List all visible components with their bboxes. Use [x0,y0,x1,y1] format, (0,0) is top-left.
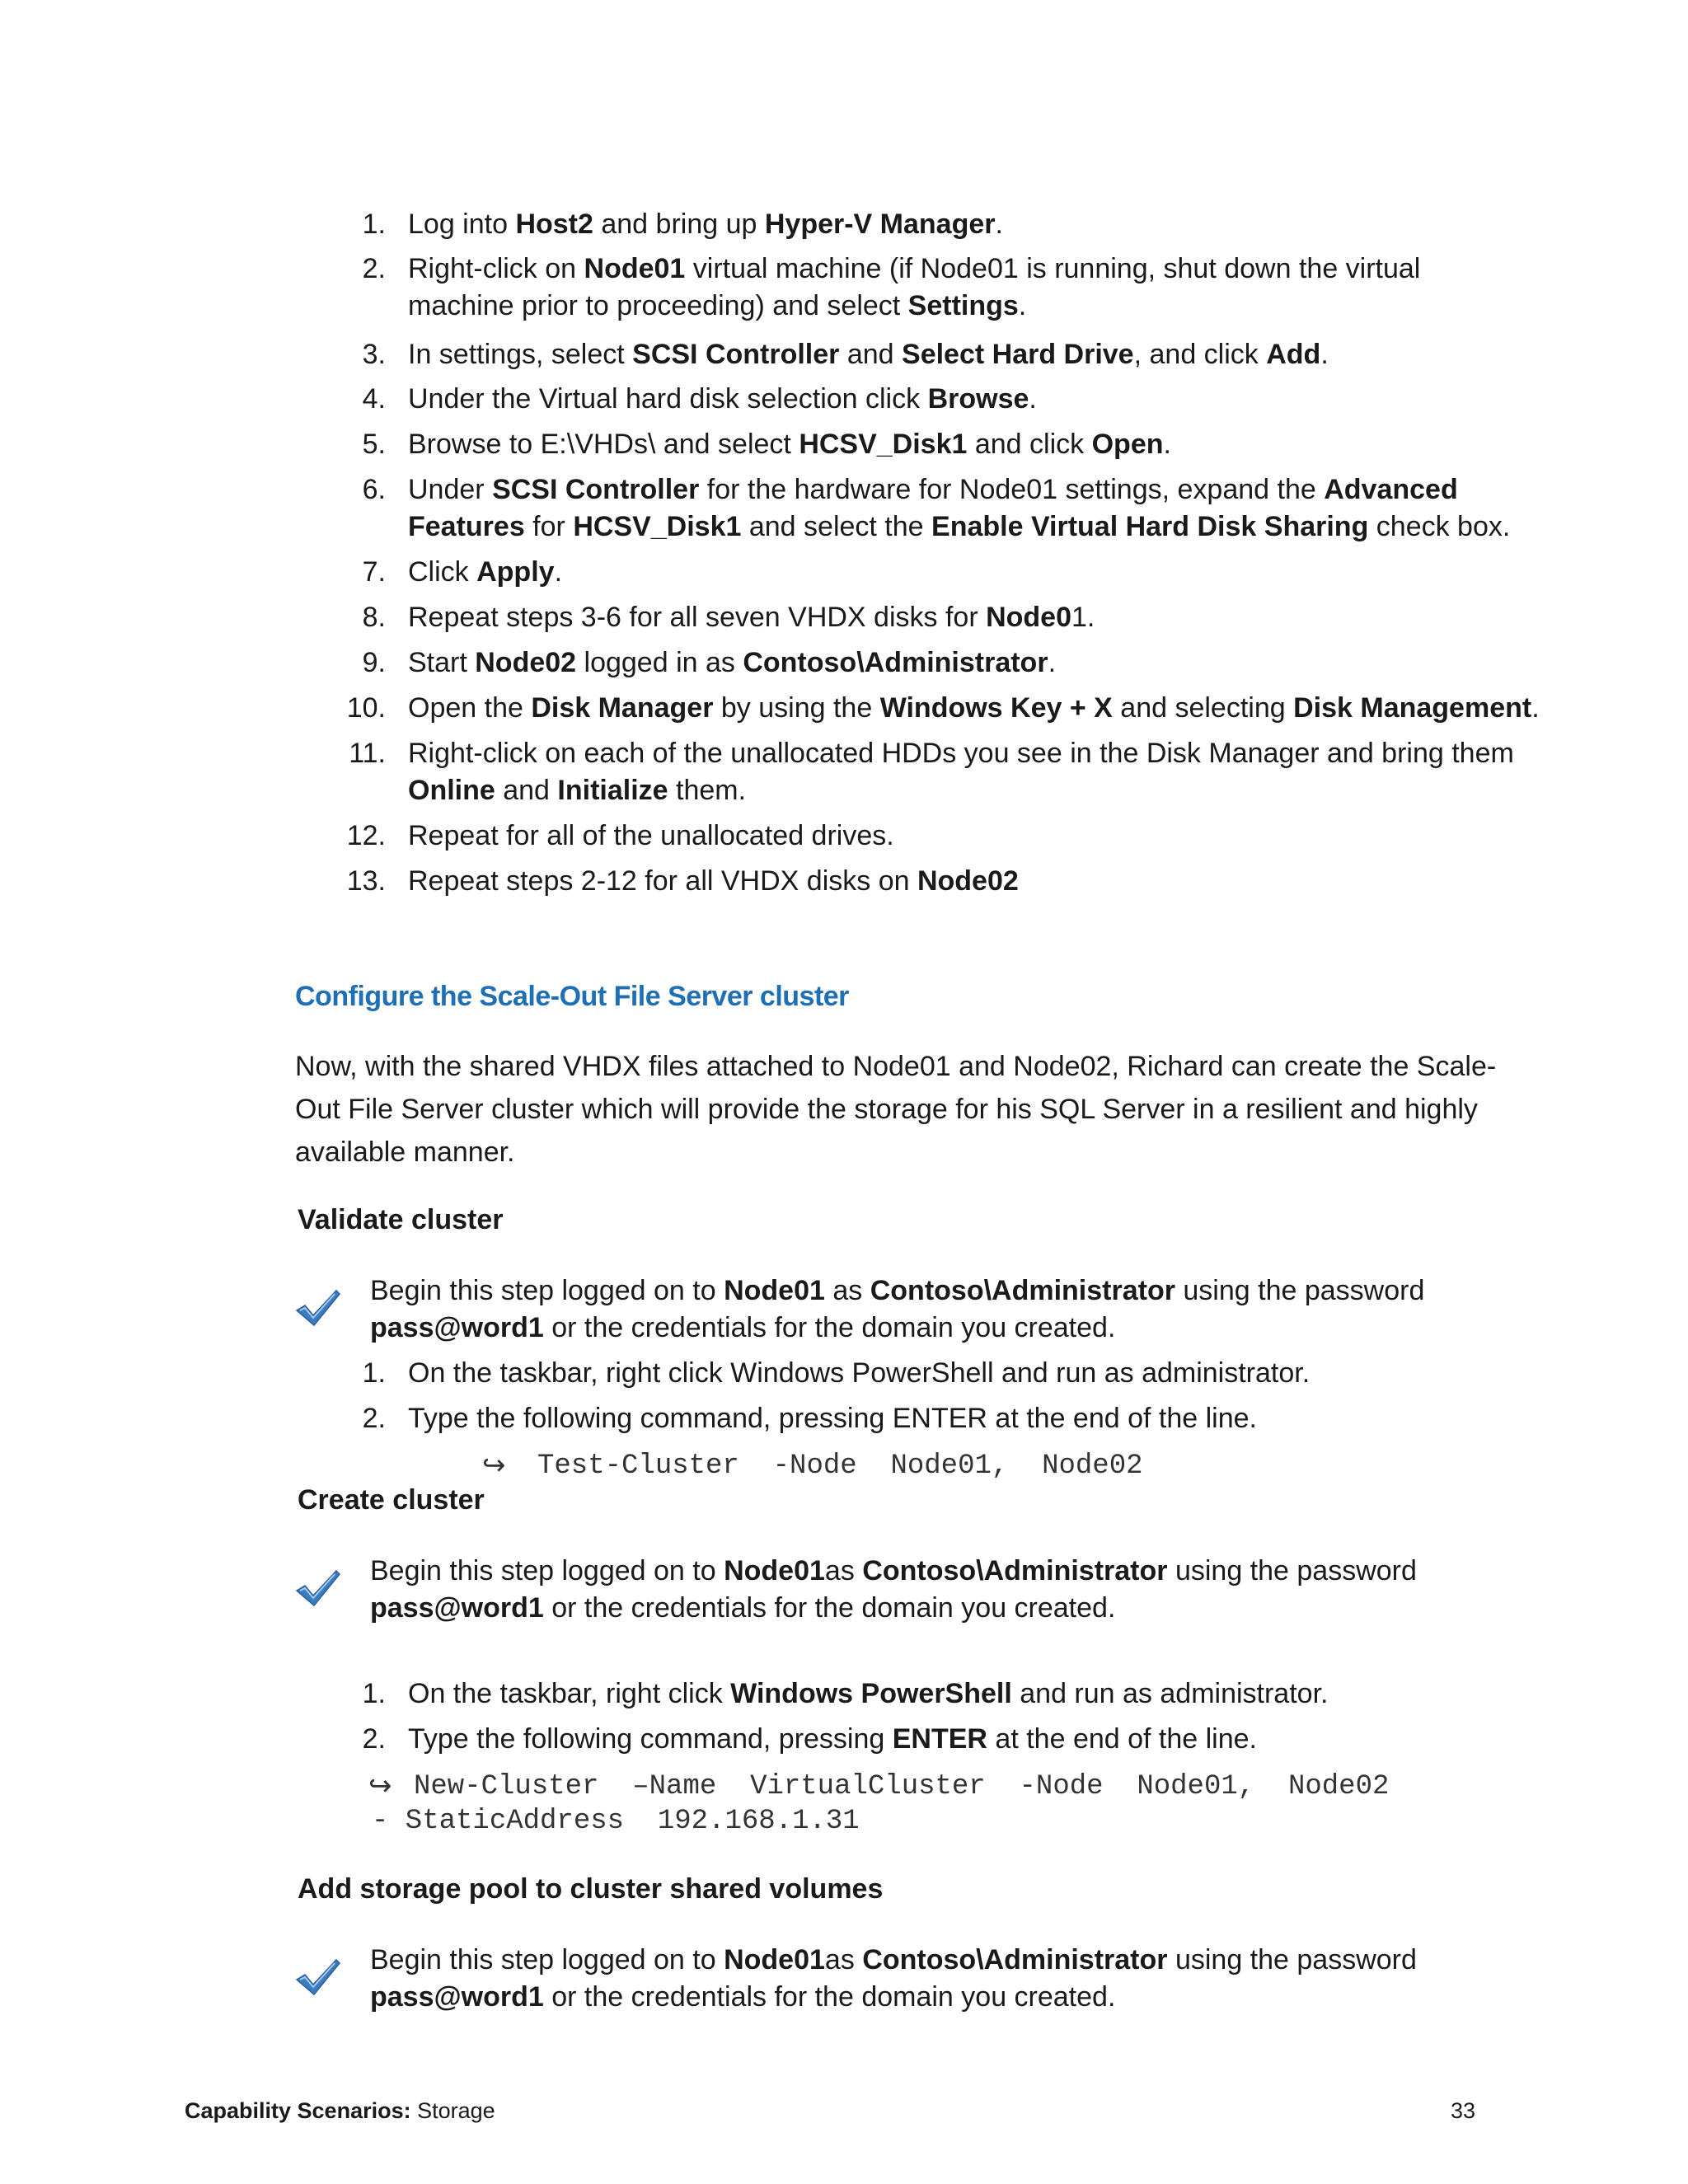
step-number: 1. [362,1357,386,1389]
step-text: Open the Disk Manager by using the Windows Key + X and selecting Disk Management. [408,692,1540,724]
step-number: 1. [362,209,386,240]
command-arrow-icon: ↪ [482,1450,506,1481]
step-number: 6. [362,474,386,505]
storage-pool-note-cont: pass@word1 or the credentials for the domain you created. [370,1981,1116,2013]
command-arrow-icon: ↪ [368,1770,392,1802]
command-text-cont: - StaticAddress 192.168.1.31 [372,1806,860,1837]
storage-pool-heading: Add storage pool to cluster shared volumes [298,1873,884,1905]
step-text: In settings, select SCSI Controller and Select Hard Drive, and click Add. [408,339,1329,370]
validate-cluster-heading: Validate cluster [298,1204,504,1235]
step-number: 2. [362,1403,386,1434]
step-number: 10. [346,692,386,724]
step-number: 1. [362,1678,386,1709]
footer-title: Capability Scenarios: Storage [185,2098,495,2123]
step-text-cont: Online and Initialize them. [408,775,747,806]
step-text: Repeat for all of the unallocated drives. [408,820,894,851]
step-text: On the taskbar, right click Windows PowerShell and run as administrator. [408,1357,1311,1389]
step-text: Click Apply. [408,556,563,588]
step-text: Start Node02 logged in as Contoso\Administrator. [408,647,1057,678]
step-number: 3. [362,339,386,370]
step-number: 13. [346,865,386,897]
step-text: Browse to E:\VHDs\ and select HCSV_Disk1 and click Open. [408,429,1171,460]
step-number: 5. [362,429,386,460]
command-text: New-Cluster –Name VirtualCluster -Node Node01, Node02 [414,1771,1390,1802]
create-note: Begin this step logged on to Node01as Contoso\Administrator using the password [370,1555,1417,1586]
validate-note-cont: pass@word1 or the credentials for the domain you created. [370,1312,1116,1343]
step-text: Right-click on each of the unallocated HDDs you see in the Disk Manager and bring them [408,738,1514,769]
step-number: 9. [362,647,386,678]
step-number: 8. [362,602,386,633]
command-text: Test-Cluster -Node Node01, Node02 [537,1451,1143,1482]
intro-paragraph: Now, with the shared VHDX files attached to Node01 and Node02, Richard can create the Scale-Out File Server cluster which will provide the storage for his SQL Server in a resilient and highly available manner. [295,1051,1497,1168]
step-text: Under the Virtual hard disk selection click Browse. [408,383,1037,415]
step-number: 12. [346,820,386,851]
step-number: 2. [362,253,386,284]
step-number: 4. [362,383,386,415]
step-text: Repeat steps 3-6 for all seven VHDX disks for Node01. [408,602,1095,633]
step-text: On the taskbar, right click Windows PowerShell and run as administrator. [408,1678,1329,1709]
checkmark-icon [293,1287,343,1329]
checkmark-icon [293,1568,343,1609]
section-heading: Configure the Scale-Out File Server cluster [295,981,849,1012]
step-number: 2. [362,1723,386,1755]
step-text: Log into Host2 and bring up Hyper-V Manager. [408,209,1003,240]
step-text: Right-click on Node01 virtual machine (if Node01 is running, shut down the virtual [408,253,1421,284]
storage-pool-note: Begin this step logged on to Node01as Contoso\Administrator using the password [370,1944,1417,1975]
create-cluster-heading: Create cluster [298,1484,485,1516]
validate-note: Begin this step logged on to Node01 as Contoso\Administrator using the password [370,1275,1425,1306]
step-number: 11. [349,738,386,769]
create-note-cont: pass@word1 or the credentials for the domain you created. [370,1592,1116,1624]
step-text-cont: machine prior to proceeding) and select Settings. [408,290,1027,321]
checkmark-icon [293,1957,343,1998]
step-text: Repeat steps 2-12 for all VHDX disks on Node02 [408,865,1019,897]
step-text: Under SCSI Controller for the hardware for Node01 settings, expand the Advanced [408,474,1458,505]
step-text: Type the following command, pressing ENTER at the end of the line. [408,1723,1258,1755]
page-number: 33 [1451,2098,1476,2123]
step-text: Type the following command, pressing ENTER at the end of the line. [408,1403,1257,1434]
step-text-cont: Features for HCSV_Disk1 and select the Enable Virtual Hard Disk Sharing check box. [408,511,1511,542]
step-number: 7. [362,556,386,588]
